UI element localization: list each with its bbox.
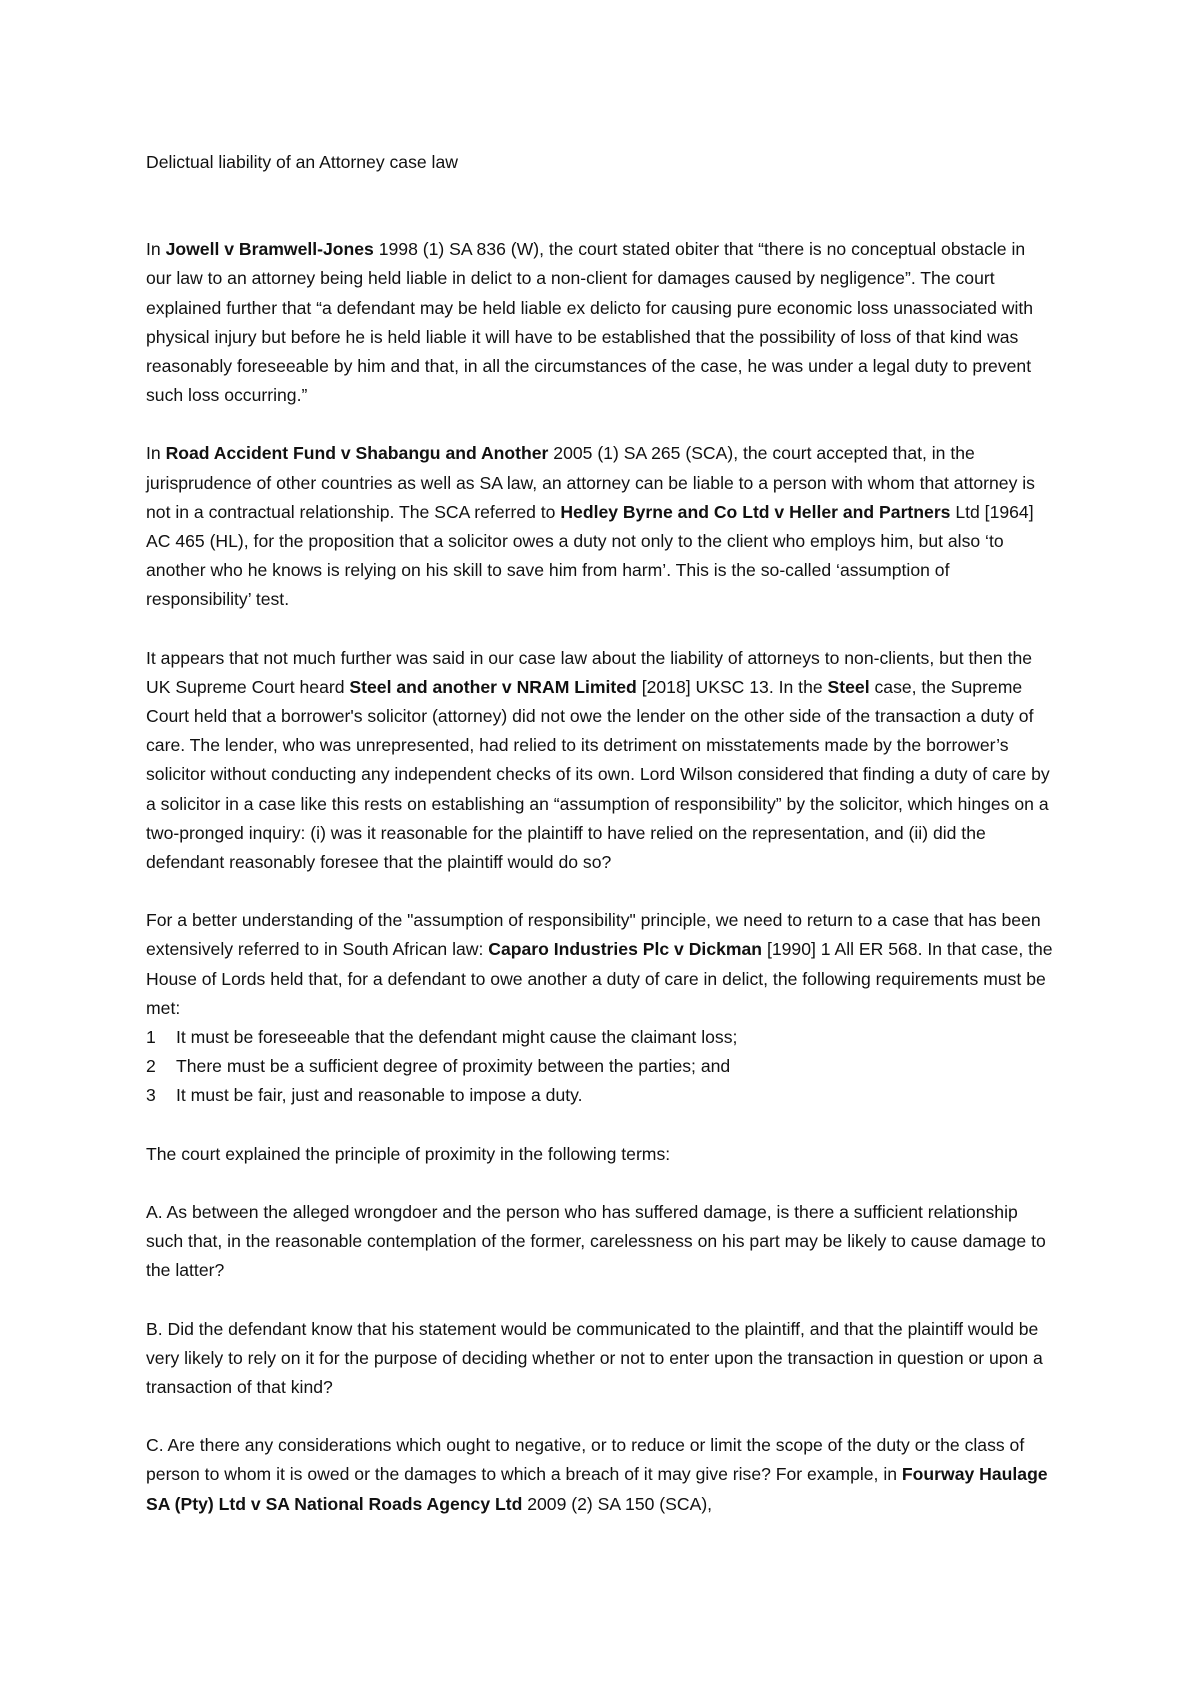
case-name-hedley-byrne: Hedley Byrne and Co Ltd v Heller and Partners bbox=[560, 501, 951, 522]
list-item bbox=[146, 1081, 1054, 1110]
case-name-steel-nram: Steel and another v NRAM Limited bbox=[349, 676, 637, 697]
text-run: [1990] 1 All ER 568. In that case, the House of Lords held that, for a defendant to owe another a duty of care in delict, the following requirements must be met: bbox=[146, 939, 1053, 1018]
text-run: C. Are there any considerations which ought to negative, or to reduce or limit the scope of the duty or the class of person to whom it is owed or the damages to which a breach of it may give rise? For example, in bbox=[146, 1435, 1025, 1485]
case-name-jowell: Jowell v Bramwell-Jones bbox=[165, 239, 374, 260]
paragraph-caparo bbox=[146, 906, 1054, 1023]
list-text: It must be fair, just and reasonable to impose a duty. bbox=[176, 1085, 583, 1106]
document-title: Delictual liability of an Attorney case law bbox=[146, 152, 458, 172]
case-name-caparo: Caparo Industries Plc v Dickman bbox=[488, 939, 763, 960]
text-run: 2009 (2) SA 150 (SCA), bbox=[522, 1493, 713, 1514]
case-name-shabangu: Road Accident Fund v Shabangu and Another bbox=[165, 443, 549, 464]
text-run: Ltd [1964] AC 465 (HL), for the proposition that a solicitor owes a duty not only to the client who employs him, but also ‘to another who he knows is relying on his skill to save him from harm’. This is the so-called ‘assumption of responsibility’ test. bbox=[146, 501, 1034, 610]
text-run: In bbox=[146, 443, 166, 464]
text-run: 1998 (1) SA 836 (W), the court stated obiter that “there is no conceptual obstacle in our law to an attorney being held liable in delict to a non-client for damages caused by negligence”. The court explained further that “a defendant may be held liable ex delicto for causing pure economic loss unassociated with physical injury but before he is held liable it will have to be established that the possibility of loss of that kind was reasonably foreseeable by him and that, in all the circumstances of the case, he was under a legal duty to prevent such loss occurring.” bbox=[146, 239, 1034, 406]
text-run: It appears that not much further was said in our case law about the liability of attorneys to non-clients, but then the UK Supreme Court heard bbox=[146, 647, 1033, 697]
requirements-list bbox=[146, 1023, 1054, 1111]
list-text: It must be foreseeable that the defendant might cause the claimant loss; bbox=[176, 1027, 738, 1048]
text-run: For a better understanding of the "assumption of responsibility" principle, we need to return to a case that has been extensively referred to in South African law: bbox=[146, 910, 1041, 960]
text-run: In bbox=[146, 239, 166, 260]
paragraph-proximity-intro: The court explained the principle of proximity in the following terms: bbox=[146, 1143, 671, 1164]
list-item bbox=[146, 1052, 1054, 1081]
case-name-fourway: Fourway Haulage SA (Pty) Ltd v SA National Roads Agency Ltd bbox=[146, 1464, 1048, 1514]
paragraph-jowell bbox=[146, 235, 1054, 410]
list-number: 2 bbox=[146, 1056, 156, 1077]
document-body bbox=[146, 148, 1054, 1548]
paragraph-a: A. As between the alleged wrongdoer and the person who has suffered damage, is there a sufficient relationship such that, in the reasonable contemplation of the former, carelessness on his part may be likely to cause damage to the latter? bbox=[146, 1201, 1046, 1281]
paragraph-steel bbox=[146, 644, 1054, 878]
text-run: case, the Supreme Court held that a borrower's solicitor (attorney) did not owe the lender on the other side of the transaction a duty of care. The lender, who was unrepresented, had relied to its detriment on misstatements made by the borrower’s solicitor without conducting any independent checks of its own. Lord Wilson considered that finding a duty of care by a solicitor in a case like this rests on establishing an “assumption of responsibility” by the solicitor, which hinges on a two-pronged inquiry: (i) was it reasonable for the plaintiff to have relied on the representation, and (ii) did the defendant reasonably foresee that the plaintiff would do so? bbox=[146, 676, 1050, 873]
list-text: There must be a sufficient degree of proximity between the parties; and bbox=[176, 1056, 731, 1077]
list-number: 1 bbox=[146, 1027, 156, 1048]
list-item bbox=[146, 1023, 1054, 1052]
text-run: [2018] UKSC 13. In the bbox=[636, 676, 828, 697]
paragraph-c bbox=[146, 1431, 1054, 1519]
list-number: 3 bbox=[146, 1085, 156, 1106]
case-name-steel: Steel bbox=[827, 676, 870, 697]
paragraph-b: B. Did the defendant know that his statement would be communicated to the plaintiff, and that the plaintiff would be very likely to rely on it for the purpose of deciding whether or not to enter upon the transaction in question or upon a transaction of that kind? bbox=[146, 1318, 1043, 1397]
text-run: 2005 (1) SA 265 (SCA), the court accepted that, in the jurisprudence of other countries as well as SA law, an attorney can be liable to a person with whom that attorney is not in a contractual relationship. The SCA referred to bbox=[146, 443, 1035, 522]
paragraph-shabangu bbox=[146, 439, 1054, 614]
